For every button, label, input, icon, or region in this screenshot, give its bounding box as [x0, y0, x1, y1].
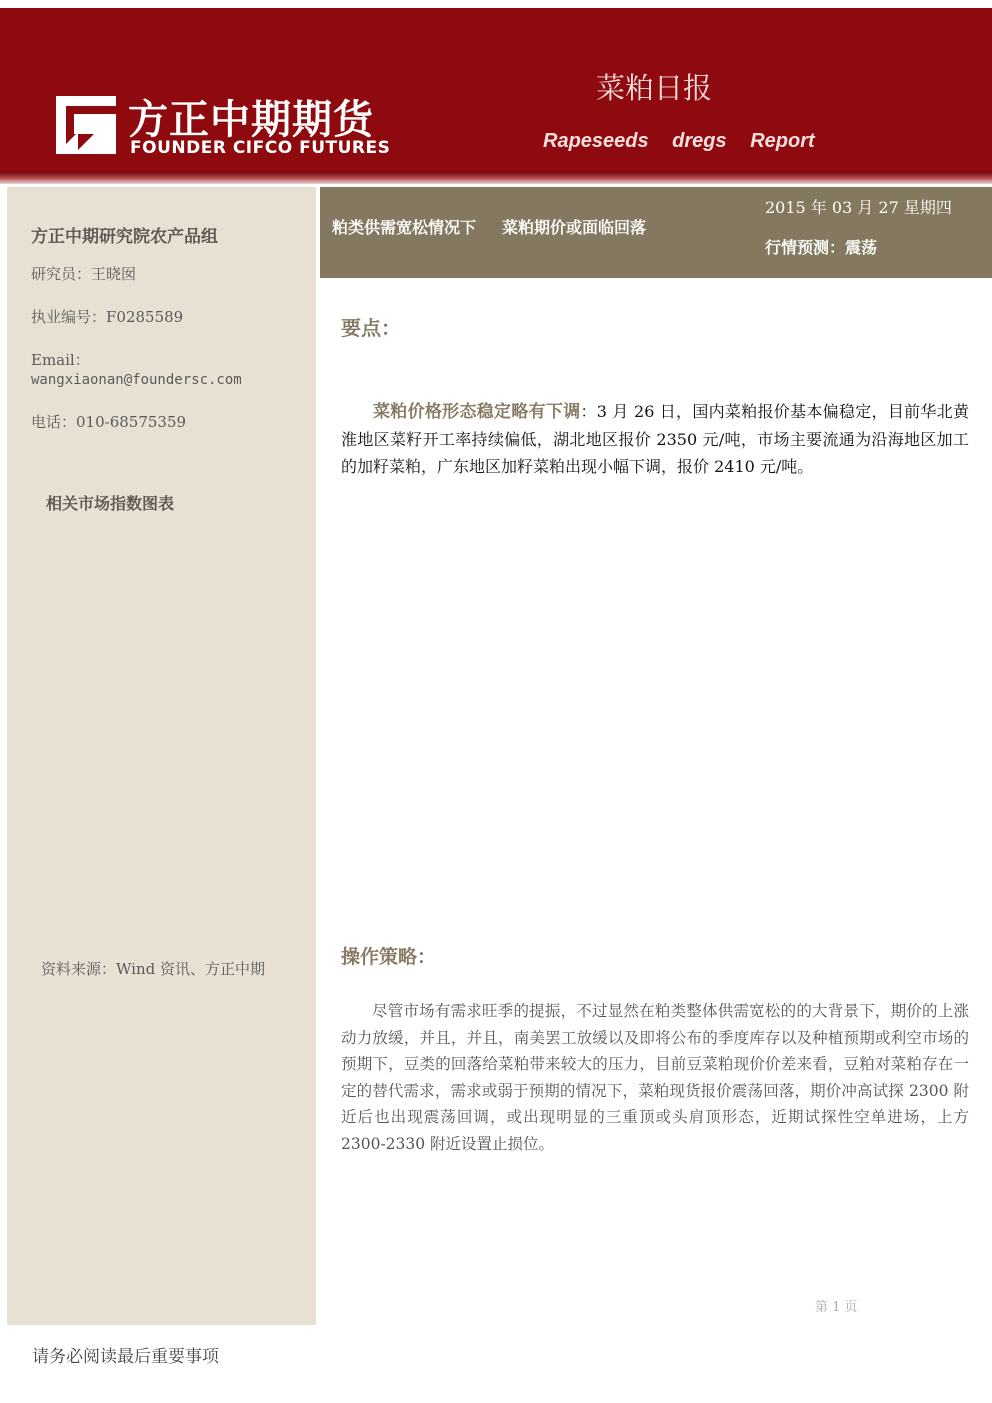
strategy-title: 操作策略：	[341, 946, 437, 968]
research-group: 方正中期研究院农产品组	[31, 227, 218, 247]
report-title: 菜粕日报	[596, 71, 713, 105]
researcher: 研究员：王晓囡	[31, 265, 137, 283]
email-link[interactable]: wangxiaonan@foundersc.com	[31, 372, 242, 388]
phone: 电话：010-68575359	[31, 413, 187, 431]
strategy-paragraph: 尽管市场有需求旺季的提振，不过显然在粕类整体供需宽松的的大背景下，期价的上涨动力放缓，并且，并且，南美罢工放缓以及即将公布的季度库存以及种植预期或利空市场的预期下，豆类的回落给菜粕带来较大的压力，目前豆菜粕现价价差来看，豆粕对菜粕存在一定的替代需求，需求或弱于预期的情况下，菜粕现货报价震荡回落，期价冲高试探 2300 附近后也出现震荡回调，或出现明显的三重顶或头肩顶形态，近期试探性空单进场，上方 2300-2330 附近设置止损位。	[341, 1002, 969, 1153]
license-number: 执业编号：F0285589	[31, 308, 184, 326]
headline-bar	[320, 187, 992, 278]
data-source: 资料来源：Wind 资讯、方正中期	[41, 960, 265, 978]
market-forecast: 行情预测：震荡	[765, 238, 878, 257]
headline	[332, 215, 646, 238]
keypoints-title: 要点：	[341, 316, 401, 340]
keypoints-lead: 菜粕价格形态稳定略有下调	[373, 402, 581, 422]
report-date: 2015 年 03 月 27 星期四	[765, 198, 952, 217]
report-subtitle: Rapeseeds dregs Report	[543, 130, 815, 152]
chart-section-title: 相关市场指数图表	[46, 494, 175, 513]
keypoints-paragraph	[341, 398, 969, 480]
email-label: Email：	[31, 351, 90, 369]
founder-logo-icon	[56, 96, 116, 154]
headline-part-1: 粕类供需宽松情况下	[332, 218, 477, 237]
page-number: 第 1 页	[815, 1300, 858, 1315]
report-header	[0, 8, 992, 180]
sidebar	[7, 187, 316, 1325]
company-name-en: FOUNDER CIFCO FUTURES	[130, 138, 391, 158]
footer-disclaimer-note: 请务必阅读最后重要事项	[32, 1347, 219, 1367]
header-shadow-divider	[0, 172, 992, 184]
headline-part-2: 菜粕期价或面临回落	[502, 218, 647, 237]
company-name-cn: 方正中期期货	[128, 97, 374, 143]
keypoints-body: ：3 月 26 日，国内菜粕报价基本偏稳定，目前华北黄淮地区菜籽开工率持续偏低，湖北地区报价 2350 元/吨，市场主要流通为沿海地区加工的加籽菜粕，广东地区加籽菜粕出现小幅下调，报价 2410 元/吨。	[341, 402, 969, 476]
